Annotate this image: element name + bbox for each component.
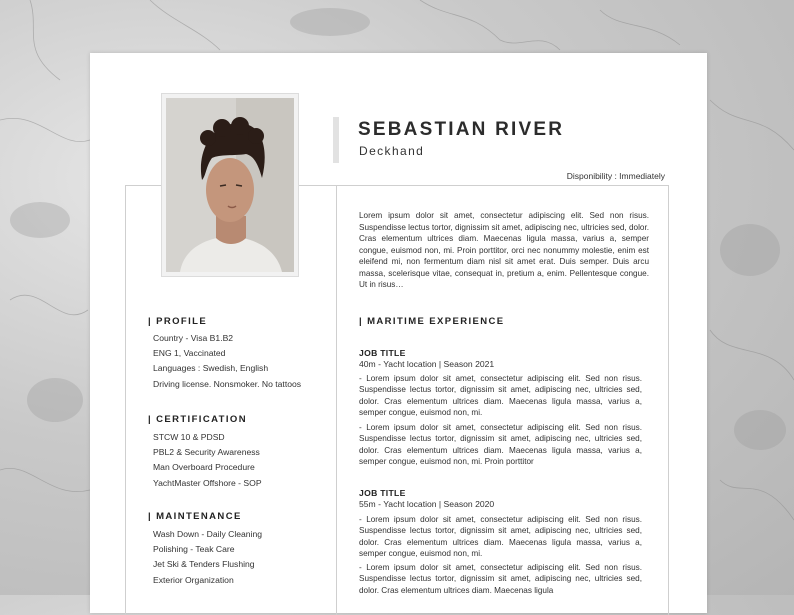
- profile-photo: [166, 98, 294, 272]
- profile-list: [153, 331, 301, 392]
- list-item: Exterior Organization: [153, 574, 234, 585]
- list-item: STCW 10 & PDSD: [153, 432, 225, 442]
- list-item: PBL2 & Security Awareness: [153, 447, 260, 458]
- job-bullet: - Lorem ipsum dolor sit amet, consectetur adipiscing elit. Sed non risus. Suspendisse lectus tortor, dignissim sit amet, adipiscing nec, ultricies sed, dolor. Cras elementum ultrices diam. Maecenas ligula massa, varius a, semper congue, euismod non, mi.: [359, 374, 642, 417]
- job-title: JOB TITLE: [359, 488, 406, 498]
- job-title: JOB TITLE: [359, 348, 406, 358]
- list-item: Country - Visa B1.B2: [153, 333, 234, 343]
- maintenance-list: [153, 527, 262, 588]
- list-item: Driving license. Nonsmoker. No tattoos: [153, 378, 302, 389]
- profile-photo-frame: [161, 93, 299, 277]
- certification-heading: | CERTIFICATION: [148, 414, 247, 425]
- frame-line: [125, 185, 126, 615]
- column-divider: [336, 185, 337, 615]
- job-bullet: - Lorem ipsum dolor sit amet, consectetur adipiscing elit. Sed non risus. Suspendisse lectus tortor, dignissim sit amet, adipiscing nec, ultricies sed, dolor. Cras elementum ultrices diam. Maecenas ligula: [359, 563, 642, 595]
- list-item: Man Overboard Procedure: [153, 462, 255, 473]
- list-item: YachtMaster Offshore - SOP: [153, 477, 262, 488]
- candidate-role: Deckhand: [359, 144, 425, 158]
- profile-heading: | PROFILE: [148, 316, 208, 327]
- frame-line: [668, 185, 669, 615]
- experience-heading: | MARITIME EXPERIENCE: [359, 316, 505, 327]
- list-item: Languages : Swedish, English: [153, 363, 269, 374]
- list-item: Polishing - Teak Care: [153, 544, 235, 555]
- list-item: Jet Ski & Tenders Flushing: [153, 559, 255, 570]
- maintenance-heading: | MAINTENANCE: [148, 511, 242, 522]
- job-bullet: - Lorem ipsum dolor sit amet, consectetur adipiscing elit. Sed non risus. Suspendisse lectus tortor, dignissim sit amet, adipiscing nec, ultricies sed, dolor. Cras elementum ultrices diam. Maecenas ligula massa, varius a, semper congue, euismod non, mi.: [359, 515, 642, 558]
- summary-paragraph: Lorem ipsum dolor sit amet, consectetur adipiscing elit. Sed non risus. Suspendisse lectus tortor, dignissim sit amet, adipiscing nec, ultricies sed, dolor. Cras elementum ultrices diam. Maecenas ligula massa, varius a, semper congue, euismod non, mi. Proin porttitor, orci nec nonummy molestie, enim est eleifend mi, non fermentum diam nisl sit amet erat. Duis semper. Duis arcu massa, scelerisque vitae, consequat in, pretium a, enim. Pellentesque congue. Ut in risus…: [359, 211, 649, 289]
- frame-line: [125, 185, 161, 186]
- list-item: ENG 1, Vaccinated: [153, 348, 226, 359]
- job-meta: 40m - Yacht location | Season 2021: [359, 359, 495, 369]
- availability: Disponibility : Immediately: [566, 171, 665, 181]
- job-bullet: - Lorem ipsum dolor sit amet, consectetur adipiscing elit. Sed non risus. Suspendisse lectus tortor, dignissim sit amet, adipiscing nec, ultricies sed, dolor. Cras elementum ultrices diam. Maecenas ligula massa, varius a, semper congue, euismod non, mi. Proin porttitor: [359, 423, 642, 466]
- candidate-name: SEBASTIAN RIVER: [358, 119, 565, 140]
- name-accent-bar: [333, 117, 339, 163]
- job-meta: 55m - Yacht location | Season 2020: [359, 499, 495, 509]
- list-item: Wash Down - Daily Cleaning: [153, 529, 263, 539]
- frame-line: [299, 185, 668, 186]
- certification-list: [153, 430, 262, 491]
- resume-page: [90, 53, 707, 613]
